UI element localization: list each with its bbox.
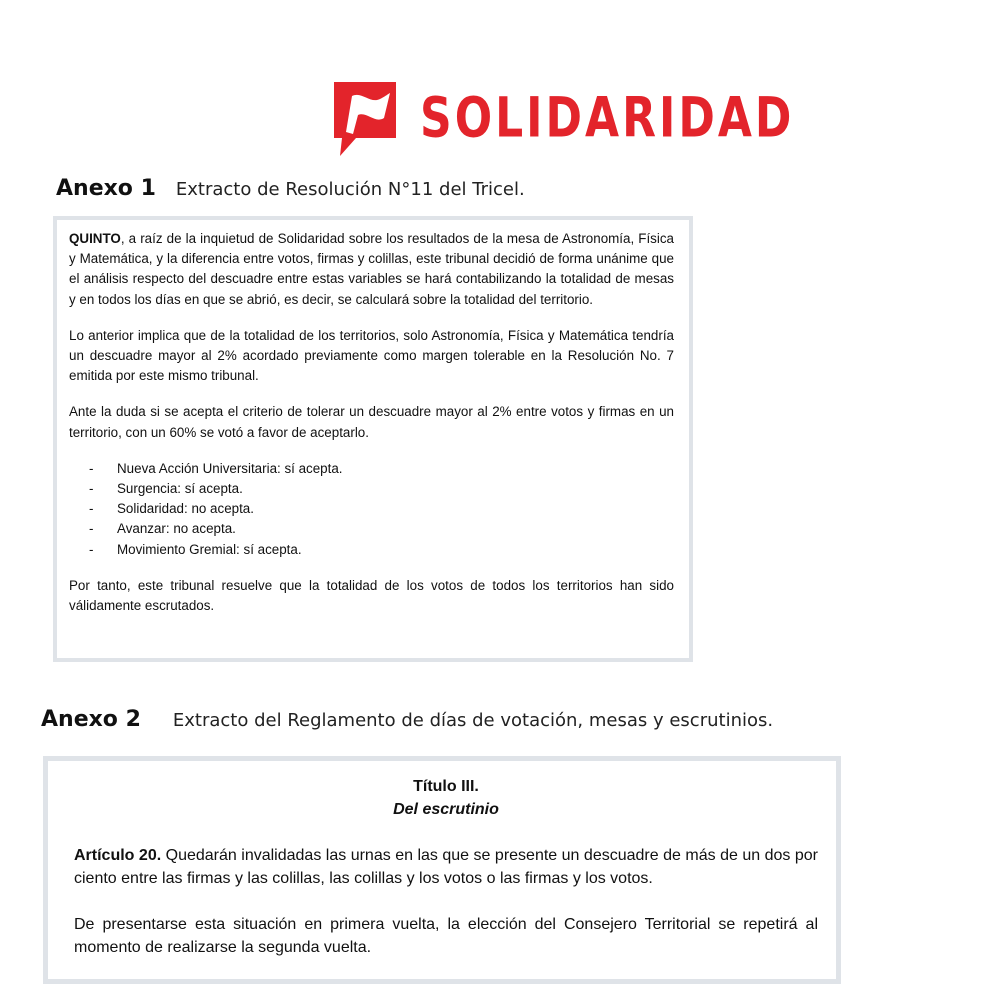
article-label: Artículo 20. [74,847,162,864]
annex-1-label: Anexo 1 [56,176,156,201]
regulation-title: Título III. [413,778,479,795]
annex-1-description: Extracto de Resolución N°11 del Tricel. [175,179,525,200]
list-item: - Surgencia: sí acepta. [89,479,674,499]
paragraph-second-round: De presentarse esta situación en primera vuelta, la elección del Consejero Territorial se repetirá al momento de realizarse la segunda vuelta. [74,916,818,956]
regulation-subtitle: Del escrutinio [393,801,499,818]
annex-2-label: Anexo 2 [41,707,141,732]
resolution-excerpt [53,216,693,662]
paragraph-vote-question: Ante la duda si se acepta el criterio de tolerar un descuadre mayor al 2% entre votos y firmas en un territorio, con un 60% se votó a favor de aceptarlo. [69,404,674,440]
annex-2-description: Extracto del Reglamento de días de votación, mesas y escrutinios. [172,710,774,731]
list-item: - Nueva Acción Universitaria: sí acepta. [89,459,674,479]
paragraph-quinto [69,229,674,310]
brand-name: SOLIDARIDAD [420,86,795,151]
article-text: Quedarán invalidadas las urnas en las que se presente un descuadre de más de un dos por ciento entre las firmas y las colillas, las colillas y los votos o las firmas y los votos. [74,847,818,887]
flag-icon [332,80,398,158]
paragraph-resolution: Por tanto, este tribunal resuelve que la totalidad de los votos de todos los territorios han sido válidamente escrutados. [69,577,674,614]
list-item: - Avanzar: no acepta. [89,519,674,539]
list-item: - Solidaridad: no acepta. [89,499,674,519]
quinto-label: QUINTO [69,231,121,246]
list-item: - Movimiento Gremial: sí acepta. [89,540,674,560]
regulation-excerpt [43,756,841,984]
quinto-text: , a raíz de la inquietud de Solidaridad sobre los resultados de la mesa de Astronomía, Física y Matemática, y la diferencia entre votos, firmas y colillas, este tribunal decidió de forma unánime que el análisis respecto del descuadre entre estas variables se hará contabilizando la totalidad de mesas y en todos los días en que se abrió, es decir, se calculará sobre la totalidad del territorio. [69,231,674,307]
paragraph-implication: Lo anterior implica que de la totalidad de los territorios, solo Astronomía, Física y Matemática tendría un descuadre mayor al 2% acordado previamente como margen tolerable en la Resolución No. 7 emitida por este mismo tribunal. [69,327,674,384]
article-20 [74,844,818,890]
vote-list [69,459,674,560]
annex-1-heading [56,176,525,201]
solidaridad-logo [332,80,794,158]
annex-2-heading [41,707,773,732]
